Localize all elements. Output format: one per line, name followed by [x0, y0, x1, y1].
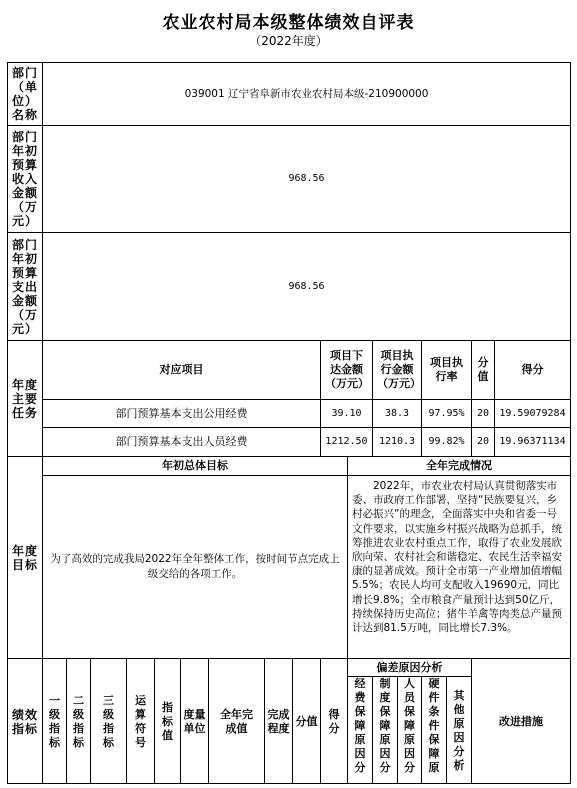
tasks-section-label: 年度主要任务: [11, 377, 38, 420]
task-row-1-exec-rate: 97.95%: [428, 407, 465, 419]
perf-section-label: 绩效指标: [11, 707, 38, 736]
tasks-header-exec-amount: 项目执行金额（万元）: [377, 349, 421, 390]
perf-col-target: 指标值: [162, 700, 173, 742]
task-row-1-score: 19.59079284: [499, 407, 566, 419]
perf-col-deviation: 偏差原因分析: [376, 660, 443, 674]
document-subtitle: （2022年度）: [249, 34, 328, 48]
task-row-2-score: 19.96371134: [499, 436, 566, 447]
tasks-header-score: 得分: [521, 363, 544, 376]
task-row-1-score-value: 20: [476, 407, 490, 419]
perf-col-unit: 度量单位: [183, 707, 206, 735]
task-row-2-exec-amount: 1210.3: [378, 436, 416, 447]
task-row-2-project: 部门预算基本支出人员经费: [115, 435, 248, 448]
perf-col-level1: 一级指标: [49, 693, 60, 749]
perf-col-dev-hardware: 硬件条件保障原: [428, 677, 440, 774]
perf-col-level2: 二级指标: [73, 693, 84, 749]
task-row-1-budget: 39.10: [331, 407, 362, 419]
goals-done-text: 2022年，市农业农村局认真贯彻落实市委、市政府工作部署，坚持“民族要复兴，乡村必振兴”的理念，全面落实中央和省委一号文件要求，以实施乡村振兴战略为总抓手，统筹推进农业农村重点工作，取得了农业发展欣欣向荣、农村社会和谐稳定、农民生活幸福安康的显著成效。预计全市第一产业增加值增幅5.5%；农民人均可支配收入19690元，同比增长9.8%；全市粮食产量预计达到50亿斤，持续保持历史高位；猪牛羊禽等肉类总产量预计达到81.5万吨，同比增长7.3%。: [352, 480, 562, 635]
perf-col-dev-economic: 经费保障原因分: [354, 677, 366, 774]
tasks-header-budget: 项目下达金额（万元）: [325, 349, 369, 390]
dept-income-label: 部门年初预算收入金额（万元）: [11, 130, 38, 228]
tasks-header-score-value: 分值: [477, 356, 489, 383]
document-title: 农业农村局本级整体绩效自评表: [162, 13, 415, 33]
perf-col-measures: 改进措施: [499, 714, 543, 728]
perf-col-dev-staff: 人员保障原因分: [404, 677, 415, 774]
goals-target-text: 为了高效的完成我局2022年全年整体工作，按时间节点完成上级交给的各项工作。: [50, 553, 340, 580]
goals-section-label: 年度目标: [11, 543, 38, 572]
dept-expense-value: 968.56: [288, 280, 325, 292]
perf-col-level3: 三级指标: [103, 693, 114, 749]
perf-col-dev-system: 制度保障原因分: [379, 677, 391, 774]
task-row-2-budget: 1212.50: [325, 436, 368, 447]
perf-col-degree: 完成程度: [267, 707, 290, 735]
perf-col-dev-other: 其他原因分析: [453, 688, 465, 772]
dept-name-value: 039001 辽宁省阜新市农业农村局本级-210900000: [184, 88, 429, 100]
task-row-1-project: 部门预算基本支出公用经费: [115, 406, 248, 420]
goals-target-header: 年初总体目标: [162, 459, 228, 472]
perf-col-operator: 运算符号: [135, 693, 146, 749]
goals-done-header: 全年完成情况: [426, 459, 492, 472]
task-row-2-exec-rate: 99.82%: [428, 436, 465, 447]
tasks-header-project: 对应项目: [159, 363, 204, 376]
dept-income-value: 968.56: [288, 173, 325, 184]
dept-expense-label: 部门年初预算支出金额（万元）: [11, 237, 38, 336]
dept-name-label: 部门（单位）名称: [11, 66, 38, 122]
task-row-1-exec-amount: 38.3: [384, 407, 410, 419]
task-row-2-score-value: 20: [476, 436, 490, 447]
perf-col-score: 得分: [328, 707, 340, 735]
tasks-header-exec-rate: 项目执行率: [430, 356, 463, 383]
perf-col-score-value: 分值: [295, 714, 318, 728]
perf-col-done: 全年完成值: [220, 707, 253, 735]
